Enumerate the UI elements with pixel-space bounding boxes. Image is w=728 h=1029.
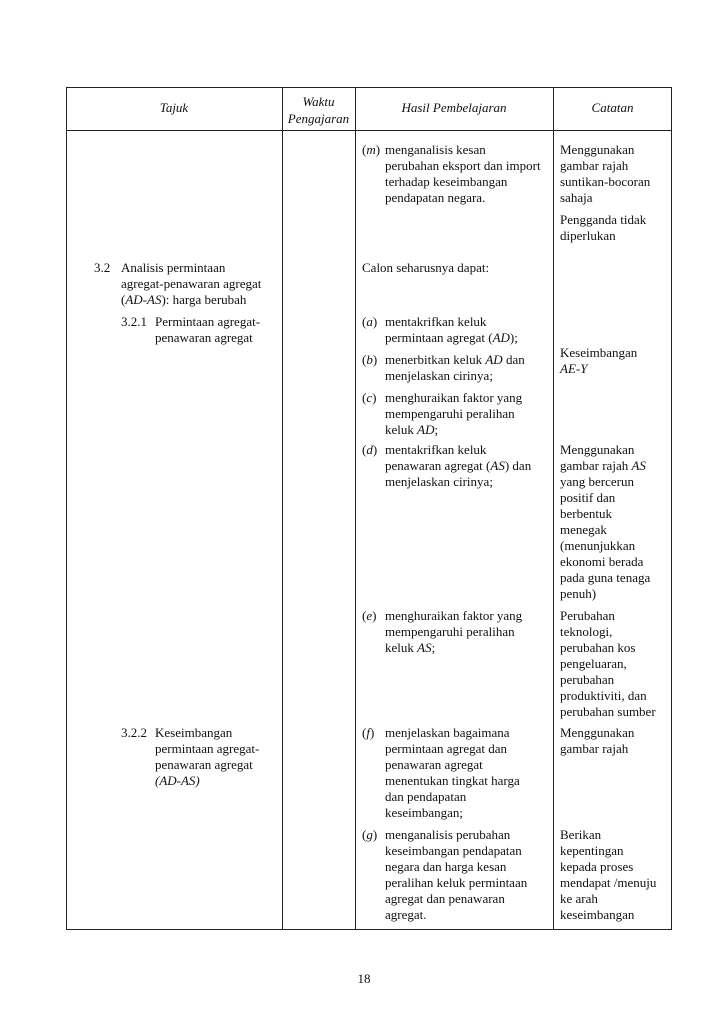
item-b-line: menerbitkan keluk AD dan xyxy=(385,352,525,367)
note-pengganda-line: diperlukan xyxy=(560,228,616,243)
item-g-line: agregat dan penawaran xyxy=(385,891,505,906)
topic-title-line: Analisis permintaan xyxy=(121,260,226,275)
item-f-line: keseimbangan; xyxy=(385,805,463,820)
header-pengajaran: Pengajaran xyxy=(287,111,350,126)
note-b-line: AE-Y xyxy=(560,361,588,376)
note-d-line: Menggunakan xyxy=(560,442,635,457)
column-divider-2 xyxy=(355,88,356,929)
item-e-line: mempengaruhi peralihan xyxy=(385,624,515,639)
note-m-line: sahaja xyxy=(560,190,593,205)
subtopic-number: 3.2.2 xyxy=(121,725,147,740)
note-m-line: suntikan-bocoran xyxy=(560,174,651,189)
note-e-line: teknologi, xyxy=(560,624,613,639)
note-f-line: Menggunakan xyxy=(560,725,635,740)
item-f-line: menjelaskan bagaimana xyxy=(385,725,510,740)
note-f-line: gambar rajah xyxy=(560,741,629,756)
column-divider-3 xyxy=(553,88,554,929)
item-d-line: penawaran agregat (AS) dan xyxy=(385,458,532,473)
header-hasil: Hasil Pembelajaran xyxy=(401,100,507,115)
note-b-line: Keseimbangan xyxy=(560,345,638,360)
header-divider xyxy=(67,130,671,131)
item-g-line: peralihan keluk permintaan xyxy=(385,875,528,890)
item-f-line: permintaan agregat dan xyxy=(385,741,507,756)
item-g-line: keseimbangan pendapatan xyxy=(385,843,522,858)
topic-title-line: agregat-penawaran agregat xyxy=(121,276,262,291)
item-a-line: mentakrifkan keluk xyxy=(385,314,487,329)
header-tajuk: Tajuk xyxy=(159,100,189,115)
note-pengganda-line: Pengganda tidak xyxy=(560,212,647,227)
note-g-line: kepentingan xyxy=(560,843,624,858)
subtopic-number: 3.2.1 xyxy=(121,314,147,329)
item-f-line: menentukan tingkat harga xyxy=(385,773,520,788)
subtopic-title-line: Keseimbangan xyxy=(155,725,233,740)
item-label-c: (c) xyxy=(362,390,377,405)
item-b-line: menjelaskan cirinya; xyxy=(385,368,493,383)
note-e-line: Perubahan xyxy=(560,608,615,623)
note-d-line: menegak xyxy=(560,522,607,537)
item-d-line: menjelaskan cirinya; xyxy=(385,474,493,489)
note-g-line: kepada proses xyxy=(560,859,634,874)
note-g-line: Berikan xyxy=(560,827,602,842)
note-d-line: berbentuk xyxy=(560,506,612,521)
subtopic-title-line: Permintaan agregat- xyxy=(155,314,261,329)
note-d-line: pada guna tenaga xyxy=(560,570,651,585)
item-d-line: mentakrifkan keluk xyxy=(385,442,487,457)
subtopic-title-line: penawaran agregat xyxy=(155,330,253,345)
item-a-line: permintaan agregat (AD); xyxy=(385,330,518,345)
page-number: 18 xyxy=(357,971,371,986)
item-label-d: (d) xyxy=(362,442,378,457)
note-d-line: (menunjukkan xyxy=(560,538,636,553)
item-label-m: (m) xyxy=(362,142,381,157)
item-m-line: pendapatan negara. xyxy=(385,190,486,205)
note-d-line: yang bercerun xyxy=(560,474,634,489)
note-e-line: produktiviti, dan xyxy=(560,688,647,703)
note-g-line: keseimbangan xyxy=(560,907,635,922)
note-e-line: pengeluaran, xyxy=(560,656,627,671)
note-g-line: mendapat /menuju xyxy=(560,875,657,890)
item-m-line: perubahan eksport dan import xyxy=(385,158,541,173)
calon-intro: Calon seharusnya dapat: xyxy=(362,260,490,275)
note-d-line: ekonomi berada xyxy=(560,554,644,569)
note-d-line: gambar rajah AS xyxy=(560,458,646,473)
item-c-line: menghuraikan faktor yang xyxy=(385,390,523,405)
item-label-f: (f) xyxy=(362,725,375,740)
note-e-line: perubahan xyxy=(560,672,615,687)
item-f-line: penawaran agregat xyxy=(385,757,483,772)
item-m-line: terhadap keseimbangan xyxy=(385,174,508,189)
topic-number: 3.2 xyxy=(94,260,111,275)
note-e-line: perubahan kos xyxy=(560,640,636,655)
subtopic-title-line: permintaan agregat- xyxy=(155,741,260,756)
item-label-b: (b) xyxy=(362,352,378,367)
note-m-line: gambar rajah xyxy=(560,158,629,173)
item-label-e: (e) xyxy=(362,608,377,623)
item-label-a: (a) xyxy=(362,314,378,329)
topic-title-line: (AD-AS): harga berubah xyxy=(121,292,247,307)
subtopic-title-line: penawaran agregat xyxy=(155,757,253,772)
note-e-line: perubahan sumber xyxy=(560,704,656,719)
note-d-line: penuh) xyxy=(560,586,597,601)
column-divider-1 xyxy=(282,88,283,929)
item-g-line: negara dan harga kesan xyxy=(385,859,507,874)
subtopic-title-line: (AD-AS) xyxy=(155,773,200,788)
item-e-line: keluk AS; xyxy=(385,640,436,655)
item-label-g: (g) xyxy=(362,827,378,842)
header-catatan: Catatan xyxy=(591,100,634,115)
item-g-line: menganalisis perubahan xyxy=(385,827,511,842)
item-g-line: agregat. xyxy=(385,907,427,922)
note-m-line: Menggunakan xyxy=(560,142,635,157)
note-g-line: ke arah xyxy=(560,891,598,906)
header-waktu: Waktu xyxy=(302,94,335,109)
item-e-line: menghuraikan faktor yang xyxy=(385,608,523,623)
item-f-line: dan pendapatan xyxy=(385,789,467,804)
item-c-line: keluk AD; xyxy=(385,422,439,437)
item-m-line: menganalisis kesan xyxy=(385,142,486,157)
item-c-line: mempengaruhi peralihan xyxy=(385,406,515,421)
note-d-line: positif dan xyxy=(560,490,616,505)
